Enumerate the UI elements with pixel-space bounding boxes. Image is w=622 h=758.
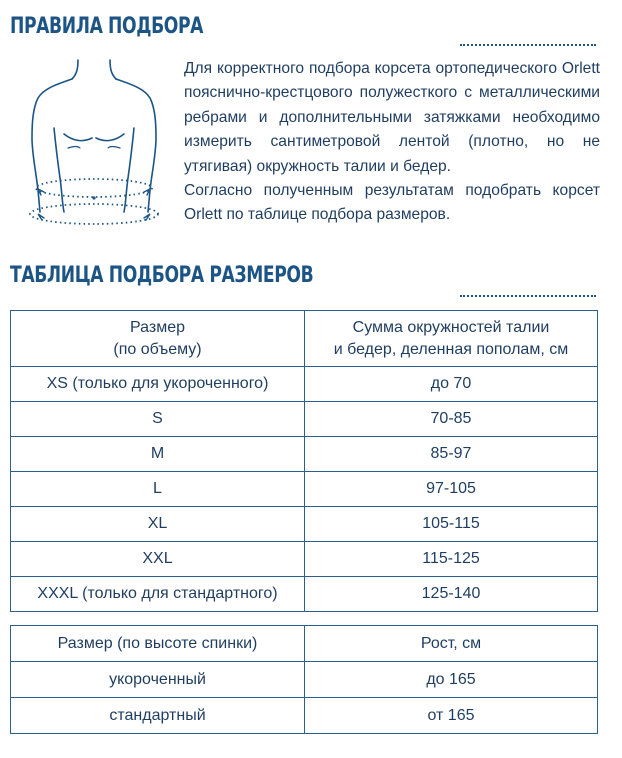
size-cell: XXXL (только для стандартного) bbox=[11, 577, 305, 612]
size-cell: M bbox=[11, 437, 305, 472]
table-row bbox=[11, 577, 598, 612]
header-size-volume bbox=[11, 311, 305, 367]
size-cell: L bbox=[11, 472, 305, 507]
size-cell: S bbox=[11, 402, 305, 437]
circumference-cell: 70-85 bbox=[305, 402, 598, 437]
size-cell: XS (только для укороченного) bbox=[11, 367, 305, 402]
back-height-cell: стандартный bbox=[11, 698, 305, 734]
header-circumference bbox=[305, 311, 598, 367]
circumference-cell: 115-125 bbox=[305, 542, 598, 577]
table-row bbox=[11, 402, 598, 437]
table-row bbox=[11, 542, 598, 577]
header-size-volume-line-1: Размер bbox=[130, 318, 185, 336]
header-body-height: Рост, см bbox=[305, 626, 598, 662]
circumference-cell: 125-140 bbox=[305, 577, 598, 612]
rules-heading: ПРАВИЛА ПОДБОРА bbox=[10, 14, 204, 39]
rules-paragraph-1: Для корректного подбора корсета ортопедического Orlett пояснично-крестцового полужесткого с металлическими ребрами и дополнительными затяжками необходимо измерить сантиметровой лентой (плотно, но не утягивая) окружность талии и бедер. bbox=[184, 60, 600, 175]
table-row bbox=[11, 507, 598, 542]
size-cell: XXL bbox=[11, 542, 305, 577]
circumference-cell: 85-97 bbox=[305, 437, 598, 472]
back-height-cell: укороченный bbox=[11, 662, 305, 698]
header-size-volume-line-2: (по объему) bbox=[113, 340, 202, 358]
rules-text bbox=[184, 57, 600, 228]
size-table-heading-rule bbox=[460, 295, 596, 297]
rules-heading-rule bbox=[460, 44, 596, 46]
circumference-cell: до 70 bbox=[305, 367, 598, 402]
size-cell: XL bbox=[11, 507, 305, 542]
header-size-height: Размер (по высоте спинки) bbox=[11, 626, 305, 662]
table-header-row bbox=[11, 311, 598, 367]
size-table-heading: ТАБЛИЦА ПОДБОРА РАЗМЕРОВ bbox=[10, 263, 314, 288]
size-by-height-table bbox=[10, 625, 598, 734]
header-circumference-line-2: и бедер, деленная пополам, см bbox=[333, 340, 569, 358]
table-header-row bbox=[11, 626, 598, 662]
table-row bbox=[11, 662, 598, 698]
size-by-volume-table bbox=[10, 310, 598, 612]
table-row bbox=[11, 698, 598, 734]
table-row bbox=[11, 472, 598, 507]
body-height-cell: от 165 bbox=[305, 698, 598, 734]
body-height-cell: до 165 bbox=[305, 662, 598, 698]
table-row bbox=[11, 367, 598, 402]
torso-measurement-icon bbox=[18, 52, 178, 242]
circumference-cell: 97-105 bbox=[305, 472, 598, 507]
header-circumference-line-1: Сумма окружностей талии bbox=[352, 318, 550, 336]
table-row bbox=[11, 437, 598, 472]
circumference-cell: 105-115 bbox=[305, 507, 598, 542]
rules-paragraph-2: Согласно полученным результатам подобрать корсет Orlett по таблице подбора размеров. bbox=[184, 182, 600, 224]
